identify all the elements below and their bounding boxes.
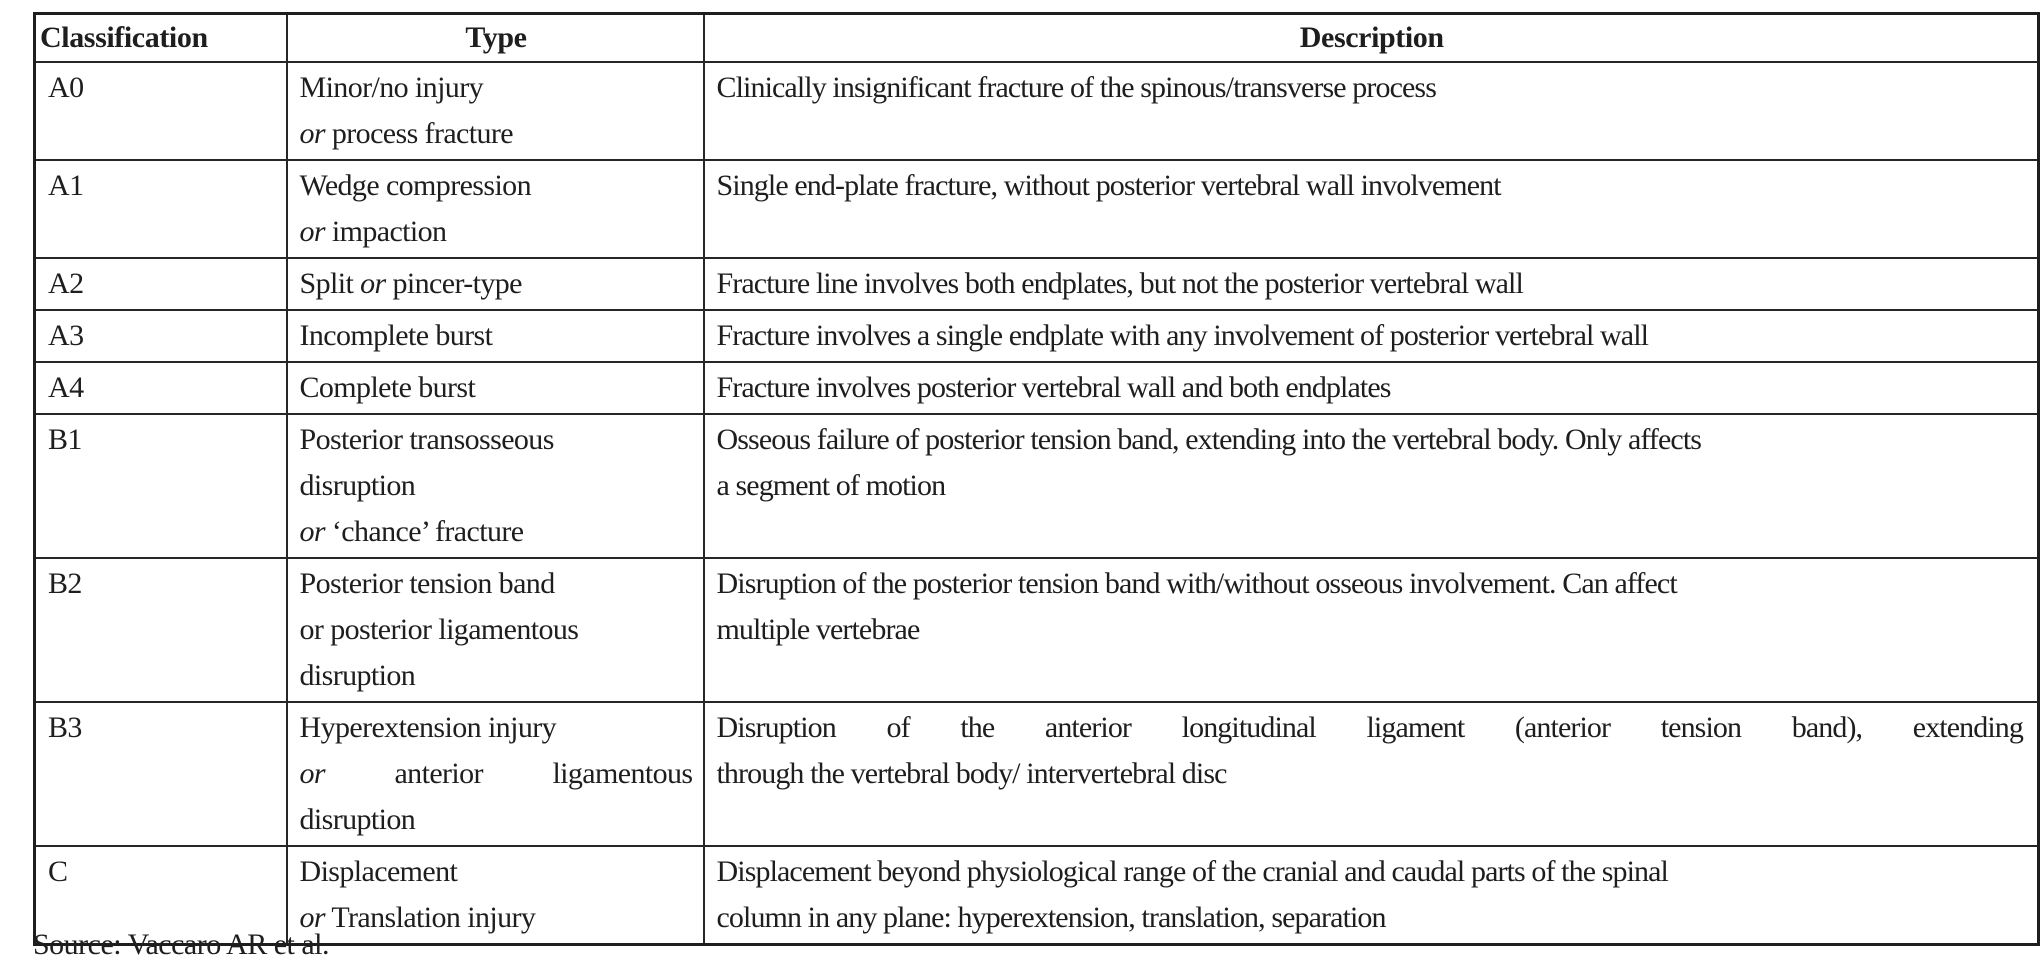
type-cell: [287, 160, 704, 258]
description-word: of: [886, 711, 910, 744]
description-cell: [704, 362, 2039, 414]
classification-cell: A2: [35, 258, 287, 310]
description-cell: [704, 310, 2039, 362]
description-word: longitudinal: [1181, 711, 1316, 744]
type-cell: [287, 258, 704, 310]
description-line: Single end-plate fracture, without posterior vertebral wall involvement: [716, 169, 1501, 202]
description-word: extending: [1912, 711, 2023, 744]
description-word: Disruption: [716, 711, 836, 744]
description-line: Disruption of the posterior tension band with/without osseous involvement. Can affect: [716, 567, 1677, 600]
description-cell: [704, 160, 2039, 258]
table-row: [35, 558, 2039, 702]
type-text: ‘chance’ fracture: [324, 515, 524, 548]
classification-cell: B2: [35, 558, 287, 702]
description-word: anterior: [1044, 711, 1132, 744]
type-text: Incomplete burst: [299, 319, 493, 352]
type-text: Posterior tension band: [299, 567, 555, 600]
type-text: disruption: [299, 803, 416, 836]
classification-cell: B3: [35, 702, 287, 846]
type-line: [300, 797, 693, 843]
description-line: Fracture involves posterior vertebral wall and both endplates: [716, 371, 1391, 404]
type-text-italic: or: [299, 757, 325, 790]
type-text: ligamentous: [552, 757, 693, 790]
type-line: [300, 209, 693, 255]
type-text-italic: or: [360, 267, 386, 300]
type-text: disruption: [299, 659, 416, 692]
type-line: [300, 365, 693, 411]
description-word: ligament: [1366, 711, 1465, 744]
type-line: [300, 895, 693, 941]
description-line-justified: [717, 705, 2028, 751]
type-text: process fracture: [324, 117, 514, 150]
type-line: [300, 163, 693, 209]
type-cell: [287, 362, 704, 414]
type-line: [300, 607, 693, 653]
description-line: Displacement beyond physiological range of the cranial and caudal parts of the spinal: [716, 855, 1668, 888]
table-row: [35, 414, 2039, 558]
description-cell: [704, 846, 2039, 945]
type-text-italic: or: [299, 901, 325, 934]
description-line: a segment of motion: [716, 469, 946, 502]
classification-table: [33, 12, 2040, 946]
classification-cell: B1: [35, 414, 287, 558]
type-text: Split: [299, 267, 361, 300]
type-line: [300, 313, 693, 359]
description-line: through the vertebral body/ intervertebral disc: [716, 757, 1227, 790]
classification-cell: A1: [35, 160, 287, 258]
type-line-justified: [300, 751, 693, 797]
type-text-italic: or: [299, 215, 325, 248]
type-text: Minor/no injury: [299, 71, 483, 104]
classification-cell: A4: [35, 362, 287, 414]
description-word: the: [960, 711, 995, 744]
description-cell: [704, 62, 2039, 160]
header-description: Description: [704, 14, 2039, 63]
description-line: Clinically insignificant fracture of the spinous/transverse process: [716, 71, 1436, 104]
type-cell: [287, 414, 704, 558]
type-text: anterior: [394, 757, 483, 790]
type-line: [300, 705, 693, 751]
type-line: [300, 509, 693, 555]
type-text-italic: or: [299, 515, 325, 548]
type-line: [300, 111, 693, 157]
type-text: Displacement: [299, 855, 458, 888]
table-row: [35, 310, 2039, 362]
type-line: [300, 653, 693, 699]
description-line: column in any plane: hyperextension, translation, separation: [716, 901, 1386, 934]
type-text: impaction: [324, 215, 447, 248]
type-line: [300, 561, 693, 607]
type-text: Complete burst: [299, 371, 476, 404]
type-text: Posterior transosseous: [299, 423, 554, 456]
table-header-row: [35, 14, 2039, 63]
type-line: [300, 261, 693, 307]
description-word: (anterior: [1514, 711, 1611, 744]
table-row: [35, 62, 2039, 160]
header-classification: Classification: [35, 14, 287, 63]
table-row: [35, 702, 2039, 846]
type-text: pincer-type: [385, 267, 522, 300]
type-line: [300, 417, 693, 463]
type-cell: [287, 310, 704, 362]
classification-cell: A0: [35, 62, 287, 160]
type-cell: [287, 558, 704, 702]
type-text: disruption: [299, 469, 416, 502]
table-row: [35, 160, 2039, 258]
type-cell: [287, 62, 704, 160]
table-row: [35, 258, 2039, 310]
type-line: [300, 849, 693, 895]
description-line: Osseous failure of posterior tension band, extending into the vertebral body. Only affects: [716, 423, 1702, 456]
description-word: tension: [1660, 711, 1742, 744]
classification-cell: C: [35, 846, 287, 945]
type-cell: [287, 702, 704, 846]
table-row: [35, 362, 2039, 414]
description-cell: [704, 258, 2039, 310]
table-row: [35, 846, 2039, 945]
header-type: Type: [287, 14, 704, 63]
description-line: multiple vertebrae: [716, 613, 920, 646]
type-line: [300, 65, 693, 111]
type-text-italic: or: [299, 117, 325, 150]
description-word: band),: [1791, 711, 1863, 744]
description-cell: [704, 558, 2039, 702]
description-line: Fracture involves a single endplate with any involvement of posterior vertebral wall: [716, 319, 1649, 352]
type-text: Wedge compression: [299, 169, 531, 202]
type-cell: [287, 846, 704, 945]
type-text: or posterior ligamentous: [299, 613, 579, 646]
description-cell: [704, 702, 2039, 846]
type-text: Translation injury: [324, 901, 536, 934]
type-text: Hyperextension injury: [299, 711, 557, 744]
type-line: [300, 463, 693, 509]
table-source-note: Source: Vaccaro AR et al.: [33, 928, 330, 961]
classification-cell: A3: [35, 310, 287, 362]
description-cell: [704, 414, 2039, 558]
description-line: Fracture line involves both endplates, but not the posterior vertebral wall: [716, 267, 1523, 300]
